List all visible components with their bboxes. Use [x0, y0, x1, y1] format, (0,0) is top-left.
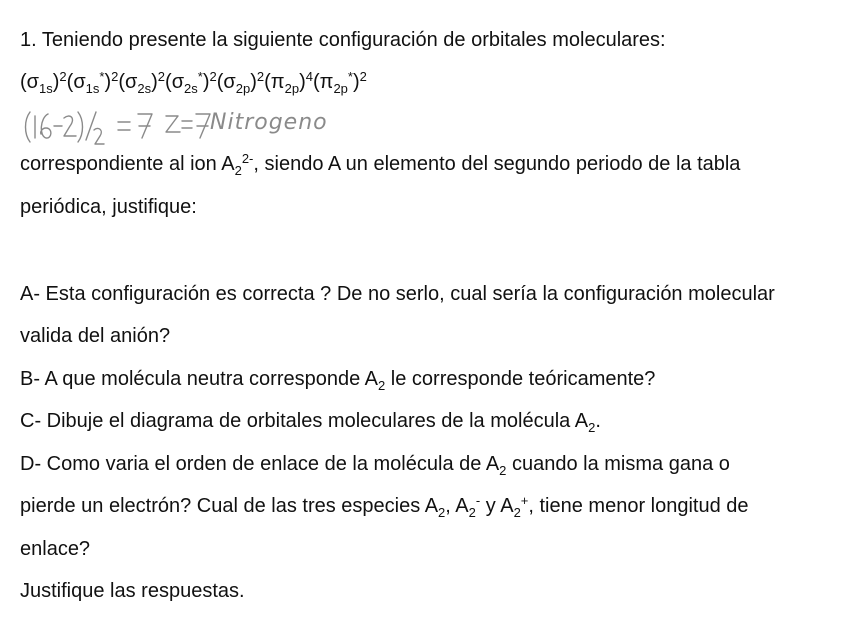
part-d-line-3: enlace?	[20, 538, 91, 560]
periodic-table-line: periódica, justifique:	[20, 196, 197, 218]
part-b: B- A que molécula neutra corresponde $A_2$ le corresponde teóricamente?	[20, 368, 656, 393]
part-d-line-2: pierde un electrón? Cual de las tres especies $A_2$, $A_2^-$ y $A_2^+$, tiene menor longitud de	[20, 493, 749, 520]
ion-description-line: correspondiente al ion $A_2^{2-}$, siendo A un elemento del segundo periodo de la tabla	[20, 151, 741, 178]
part-c: C- Dibuje el diagrama de orbitales moleculares de la molécula $A_2$.	[20, 410, 601, 435]
closing-instruction: Justifique las respuestas.	[20, 580, 245, 602]
handwritten-element-name: Nitrogeno	[210, 110, 328, 135]
part-a-line-1: A- Esta configuración es correcta ? De no serlo, cual sería la configuración molecular	[20, 283, 775, 305]
question-title: 1. Teniendo presente la siguiente configuración de orbitales moleculares:	[20, 29, 666, 51]
molecular-orbital-configuration: $(\sigma_{1s})^2(\sigma_{1s}^*)^2(\sigma_{2s})^2(\sigma_{2s}^*)^2(\sigma_{2p})^2(\pi_{2p})^4(\pi_{2p}^*)^2$	[20, 69, 367, 96]
part-a-line-2: valida del anión?	[20, 325, 171, 347]
part-d-line-1: D- Como varia el orden de enlace de la molécula de $A_2$ cuando la misma gana o	[20, 453, 730, 478]
